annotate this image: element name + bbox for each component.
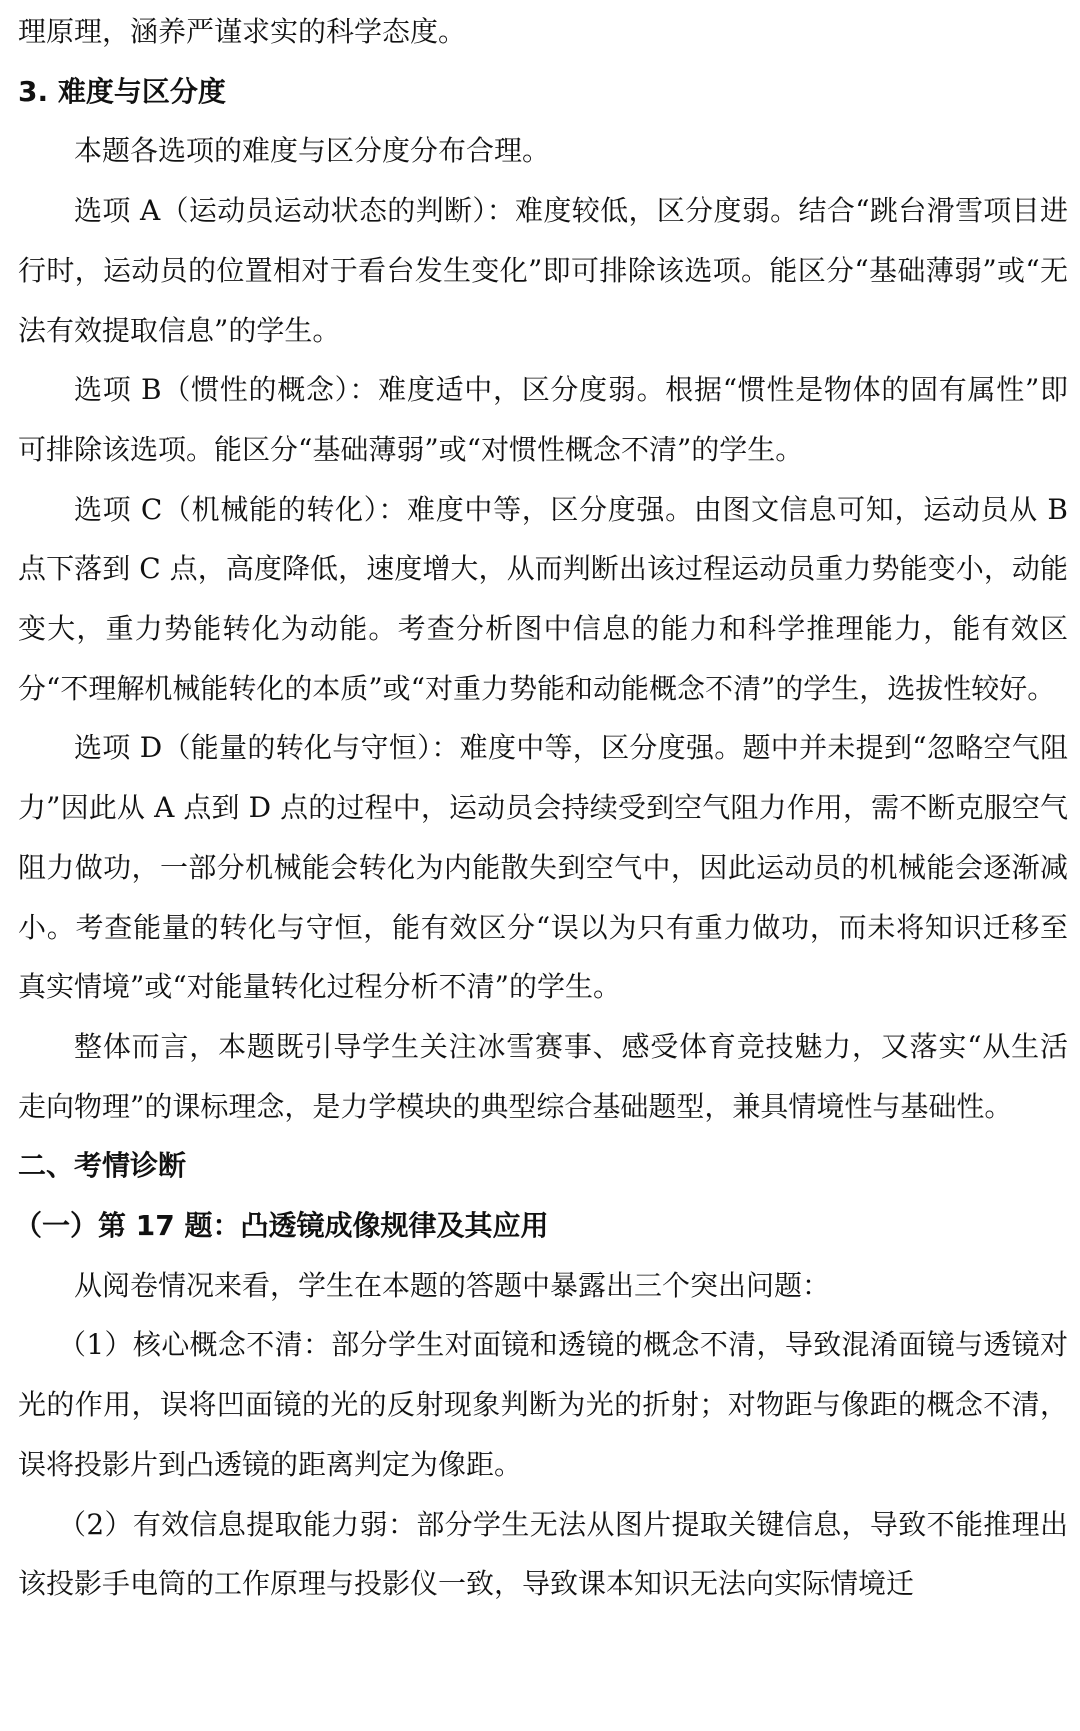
issue-2-paragraph: （2）有效信息提取能力弱：部分学生无法从图片提取关键信息，导致不能推理出该投影手电筒的工作原理与投影仪一致，导致课本知识无法向实际情境迁: [18, 1507, 1068, 1601]
section-2-heading: 二、考情诊断: [18, 1149, 187, 1183]
option-d-paragraph: 选项 D（能量的转化与守恒）：难度中等，区分度强。题中并未提到“忽略空气阻力”因此从 A 点到 D 点的过程中，运动员会持续受到空气阻力作用，需不断克服空气阻力做功，一部分机械能会转化为内能散失到空气中，因此运动员的机械能会逐渐减小。考查能量的转化与守恒，能有效区分“误以为只有重力做功，而未将知识迁移至真实情境”或“对能量转化过程分析不清”的学生。: [18, 731, 1068, 1004]
option-c-paragraph: 选项 C（机械能的转化）：难度中等，区分度强。由图文信息可知，运动员从 B 点下落到 C 点，高度降低，速度增大，从而判断出该过程运动员重力势能变小，动能变大，重力势能转化为动能。考查分析图中信息的能力和科学推理能力，能有效区分“不理解机械能转化的本质”或“对重力势能和动能概念不清”的学生，选拔性较好。: [18, 492, 1068, 705]
intro-paragraph: 本题各选项的难度与区分度分布合理。: [74, 134, 551, 168]
summary-paragraph: 整体而言，本题既引导学生关注冰雪赛事、感受体育竞技魅力，又落实“从生活走向物理”的课标理念，是力学模块的典型综合基础题型，兼具情境性与基础性。: [18, 1029, 1068, 1123]
continuation-paragraph: 理原理，涵养严谨求实的科学态度。: [18, 15, 467, 48]
issue-1-paragraph: （1）核心概念不清：部分学生对面镜和透镜的概念不清，导致混淆面镜与透镜对光的作用，误将凹面镜的光的反射现象判断为光的折射；对物距与像距的概念不清，误将投影片到凸透镜的距离判定为像距。: [18, 1328, 1068, 1481]
option-b-paragraph: 选项 B（惯性的概念）：难度适中，区分度弱。根据“惯性是物体的固有属性”即可排除该选项。能区分“基础薄弱”或“对惯性概念不清”的学生。: [18, 373, 1068, 466]
question-17-intro: 从阅卷情况来看，学生在本题的答题中暴露出三个突出问题：: [74, 1268, 831, 1302]
document-page: [14, 2, 1068, 1614]
section-3-heading: 3. 难度与区分度: [18, 74, 226, 108]
option-a-paragraph: 选项 A（运动员运动状态的判断）：难度较低，区分度弱。结合“跳台滑雪项目进行时，运动员的位置相对于看台发生变化”即可排除该选项。能区分“基础薄弱”或“无法有效提取信息”的学生。: [18, 194, 1068, 347]
question-17-heading: （一）第 17 题：凸透镜成像规律及其应用: [14, 1209, 549, 1243]
